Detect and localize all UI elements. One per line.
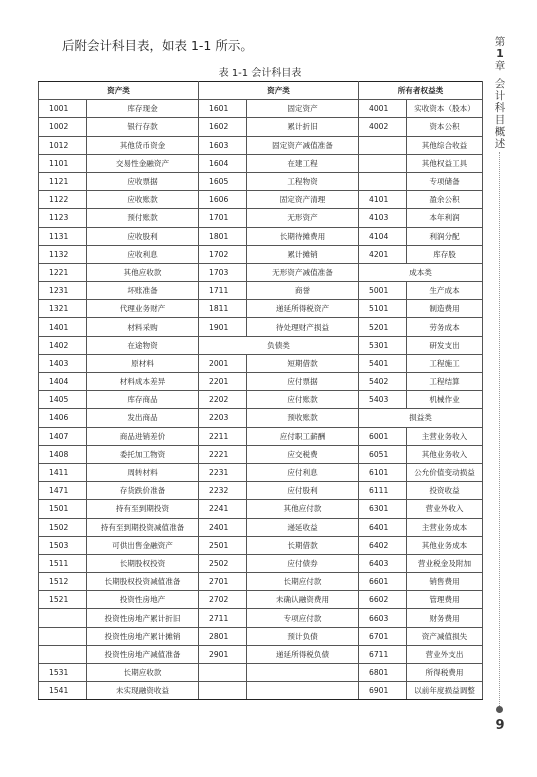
- account-name: 资本公积: [407, 118, 483, 136]
- account-code: 1123: [39, 209, 87, 227]
- account-name: 以前年度损益调整: [407, 682, 483, 700]
- account-code: 2202: [199, 391, 247, 409]
- account-code: 1606: [199, 191, 247, 209]
- account-code: 4103: [359, 209, 407, 227]
- account-name: 未确认融资费用: [247, 591, 359, 609]
- account-name: 预收账款: [247, 409, 359, 427]
- account-code: 6111: [359, 482, 407, 500]
- account-code: 1511: [39, 554, 87, 572]
- table-row: [39, 282, 483, 300]
- account-code: 1012: [39, 136, 87, 154]
- table-row: [39, 172, 483, 190]
- account-table: [38, 81, 483, 700]
- account-name: 坏账准备: [87, 282, 199, 300]
- account-name: [247, 664, 359, 682]
- sidebar-dot-icon: [496, 706, 503, 713]
- account-name: 财务费用: [407, 609, 483, 627]
- account-code: 1131: [39, 227, 87, 245]
- account-code: 1711: [199, 282, 247, 300]
- account-name: 其他权益工具: [407, 154, 483, 172]
- account-code: 1101: [39, 154, 87, 172]
- account-name: 持有至到期投资减值准备: [87, 518, 199, 536]
- account-code: [199, 682, 247, 700]
- account-code: 1602: [199, 118, 247, 136]
- account-code: 1407: [39, 427, 87, 445]
- account-code: 1531: [39, 664, 87, 682]
- account-name: 实收资本（股本）: [407, 100, 483, 118]
- account-name: 利润分配: [407, 227, 483, 245]
- table-row: [39, 191, 483, 209]
- account-name: 其他货币资金: [87, 136, 199, 154]
- account-name: 其他应付款: [247, 500, 359, 518]
- account-name: 专项储备: [407, 172, 483, 190]
- account-code: 2702: [199, 591, 247, 609]
- account-name: 营业外支出: [407, 645, 483, 663]
- account-code: 6603: [359, 609, 407, 627]
- account-code: 1901: [199, 318, 247, 336]
- category-subheader: 负债类: [199, 336, 359, 354]
- account-name: 预计负债: [247, 627, 359, 645]
- account-name: 库存商品: [87, 391, 199, 409]
- account-name: 机械作业: [407, 391, 483, 409]
- account-name: 短期借款: [247, 354, 359, 372]
- chapter-sidebar: [489, 36, 511, 150]
- table-row: [39, 263, 483, 281]
- table-row: [39, 245, 483, 263]
- account-name: 长期应收款: [87, 664, 199, 682]
- account-name: 累计摊销: [247, 245, 359, 263]
- table-row: [39, 645, 483, 663]
- account-name: 可供出售金融资产: [87, 536, 199, 554]
- table-row: [39, 609, 483, 627]
- account-name: 资产减值损失: [407, 627, 483, 645]
- account-name: 专项应付款: [247, 609, 359, 627]
- table-row: [39, 318, 483, 336]
- account-code: 1411: [39, 463, 87, 481]
- account-code: 1501: [39, 500, 87, 518]
- table-row: [39, 445, 483, 463]
- account-name: 其他业务收入: [407, 445, 483, 463]
- chapter-title-char: 计: [494, 90, 506, 102]
- chapter-prefix: 第: [494, 36, 506, 48]
- account-code: [359, 154, 407, 172]
- account-code: 1122: [39, 191, 87, 209]
- table-header-row: [39, 82, 483, 100]
- account-name: 原材料: [87, 354, 199, 372]
- account-code: 1801: [199, 227, 247, 245]
- table-row: [39, 154, 483, 172]
- page-number: 9: [495, 718, 505, 733]
- account-code: 1408: [39, 445, 87, 463]
- account-name: 长期待摊费用: [247, 227, 359, 245]
- account-name: 固定资产: [247, 100, 359, 118]
- chapter-number: 1: [496, 47, 504, 60]
- account-code: 2502: [199, 554, 247, 572]
- account-code: 1603: [199, 136, 247, 154]
- account-name: 管理费用: [407, 591, 483, 609]
- account-name: 应收股利: [87, 227, 199, 245]
- account-name: 材料采购: [87, 318, 199, 336]
- table-row: [39, 209, 483, 227]
- account-code: 1702: [199, 245, 247, 263]
- account-code: 6401: [359, 518, 407, 536]
- account-name: 递延所得税资产: [247, 300, 359, 318]
- account-code: 2221: [199, 445, 247, 463]
- account-code: 4104: [359, 227, 407, 245]
- account-name: 应收账款: [87, 191, 199, 209]
- account-code: 1121: [39, 172, 87, 190]
- account-code: 6601: [359, 573, 407, 591]
- table-row: [39, 354, 483, 372]
- account-name: 长期借款: [247, 536, 359, 554]
- account-code: 1403: [39, 354, 87, 372]
- account-name: 未实现融资收益: [87, 682, 199, 700]
- sidebar-divider: [499, 152, 500, 708]
- account-code: [199, 664, 247, 682]
- table-row: [39, 664, 483, 682]
- account-name: 代理业务财产: [87, 300, 199, 318]
- account-name: 盈余公积: [407, 191, 483, 209]
- account-name: 投资性房地产累计摊销: [87, 627, 199, 645]
- account-name: 银行存款: [87, 118, 199, 136]
- account-code: 1321: [39, 300, 87, 318]
- account-code: 1604: [199, 154, 247, 172]
- chapter-title-char: 会: [494, 78, 506, 90]
- account-name: 营业外收入: [407, 500, 483, 518]
- account-code: 1405: [39, 391, 87, 409]
- account-code: 6402: [359, 536, 407, 554]
- table-row: [39, 591, 483, 609]
- account-name: 长期应付款: [247, 573, 359, 591]
- account-name: 投资收益: [407, 482, 483, 500]
- account-code: 6701: [359, 627, 407, 645]
- account-name: 委托加工物资: [87, 445, 199, 463]
- account-name: 递延所得税负债: [247, 645, 359, 663]
- header-equity: 所有者权益类: [359, 82, 483, 100]
- account-code: [39, 609, 87, 627]
- account-name: [247, 682, 359, 700]
- account-code: 1601: [199, 100, 247, 118]
- account-name: 销售费用: [407, 573, 483, 591]
- account-code: 2201: [199, 373, 247, 391]
- account-name: 其他业务成本: [407, 536, 483, 554]
- account-name: 长期股权投资减值准备: [87, 573, 199, 591]
- account-name: 累计折旧: [247, 118, 359, 136]
- account-code: 2401: [199, 518, 247, 536]
- account-name: 库存现金: [87, 100, 199, 118]
- account-code: 1231: [39, 282, 87, 300]
- account-name: 所得税费用: [407, 664, 483, 682]
- account-name: 投资性房地产累计折旧: [87, 609, 199, 627]
- account-name: 制造费用: [407, 300, 483, 318]
- table-row: [39, 536, 483, 554]
- account-code: 1512: [39, 573, 87, 591]
- chapter-title-char: 述: [494, 138, 506, 150]
- account-name: 持有至到期投资: [87, 500, 199, 518]
- account-code: 6901: [359, 682, 407, 700]
- account-code: 6101: [359, 463, 407, 481]
- account-name: 工程物资: [247, 172, 359, 190]
- account-code: 4002: [359, 118, 407, 136]
- account-code: 2901: [199, 645, 247, 663]
- account-name: 长期股权投资: [87, 554, 199, 572]
- account-name: 材料成本差异: [87, 373, 199, 391]
- account-code: 1521: [39, 591, 87, 609]
- chapter-title: [495, 78, 506, 150]
- account-name: 投资性房地产: [87, 591, 199, 609]
- account-name: 应付票据: [247, 373, 359, 391]
- table-row: [39, 682, 483, 700]
- intro-text: 后附会计科目表，如表 1-1 所示。: [62, 38, 253, 53]
- account-name: 应交税费: [247, 445, 359, 463]
- account-code: 1503: [39, 536, 87, 554]
- account-name: 应付利息: [247, 463, 359, 481]
- table-row: [39, 118, 483, 136]
- account-name: 应付职工薪酬: [247, 427, 359, 445]
- account-name: 商品进销差价: [87, 427, 199, 445]
- account-name: 投资性房地产减值准备: [87, 645, 199, 663]
- table-row: [39, 463, 483, 481]
- account-code: 5001: [359, 282, 407, 300]
- account-name: 公允价值变动损益: [407, 463, 483, 481]
- account-code: 2232: [199, 482, 247, 500]
- account-name: 研发支出: [407, 336, 483, 354]
- chapter-title-char: 概: [494, 126, 506, 138]
- account-name: 营业税金及附加: [407, 554, 483, 572]
- account-name: 在建工程: [247, 154, 359, 172]
- account-code: 4001: [359, 100, 407, 118]
- account-name: 递延收益: [247, 518, 359, 536]
- account-code: 5201: [359, 318, 407, 336]
- account-name: 应收利息: [87, 245, 199, 263]
- account-name: 工程施工: [407, 354, 483, 372]
- account-code: 1703: [199, 263, 247, 281]
- account-code: 2801: [199, 627, 247, 645]
- table-row: [39, 554, 483, 572]
- account-name: 商誉: [247, 282, 359, 300]
- account-name: 其他综合收益: [407, 136, 483, 154]
- account-code: 2711: [199, 609, 247, 627]
- table-row: [39, 409, 483, 427]
- account-name: 生产成本: [407, 282, 483, 300]
- header-assets: 资产类: [39, 82, 199, 100]
- account-code: 5403: [359, 391, 407, 409]
- table-row: [39, 627, 483, 645]
- account-code: [39, 645, 87, 663]
- account-code: 1605: [199, 172, 247, 190]
- account-code: 6801: [359, 664, 407, 682]
- account-code: 6602: [359, 591, 407, 609]
- category-subheader: 损益类: [359, 409, 483, 427]
- account-code: [359, 172, 407, 190]
- account-name: 应收票据: [87, 172, 199, 190]
- table-row: [39, 427, 483, 445]
- account-name: 应付账款: [247, 391, 359, 409]
- account-code: 2231: [199, 463, 247, 481]
- account-name: 其他应收款: [87, 263, 199, 281]
- table-row: [39, 518, 483, 536]
- account-code: 6051: [359, 445, 407, 463]
- account-name: 应付债券: [247, 554, 359, 572]
- account-code: 1811: [199, 300, 247, 318]
- account-code: 1502: [39, 518, 87, 536]
- chapter-suffix: 章: [494, 60, 506, 72]
- account-name: 周转材料: [87, 463, 199, 481]
- account-code: 1001: [39, 100, 87, 118]
- account-code: 5101: [359, 300, 407, 318]
- account-code: 6711: [359, 645, 407, 663]
- account-name: 主营业务成本: [407, 518, 483, 536]
- account-name: 固定资产减值准备: [247, 136, 359, 154]
- account-code: 6001: [359, 427, 407, 445]
- table-row: [39, 573, 483, 591]
- account-name: 发出商品: [87, 409, 199, 427]
- account-code: 1406: [39, 409, 87, 427]
- account-code: 1701: [199, 209, 247, 227]
- account-code: 5401: [359, 354, 407, 372]
- account-name: 主营业务收入: [407, 427, 483, 445]
- table-row: [39, 500, 483, 518]
- account-name: 交易性金融资产: [87, 154, 199, 172]
- table-row: [39, 336, 483, 354]
- table-row: [39, 136, 483, 154]
- account-name: 本年利润: [407, 209, 483, 227]
- account-code: 1002: [39, 118, 87, 136]
- account-code: 1404: [39, 373, 87, 391]
- account-code: 1221: [39, 263, 87, 281]
- account-code: 1402: [39, 336, 87, 354]
- account-code: 1401: [39, 318, 87, 336]
- header-assets-2: 资产类: [199, 82, 359, 100]
- account-code: 6403: [359, 554, 407, 572]
- account-code: 2001: [199, 354, 247, 372]
- account-code: 4201: [359, 245, 407, 263]
- account-code: 1541: [39, 682, 87, 700]
- account-name: 在途物资: [87, 336, 199, 354]
- category-subheader: 成本类: [359, 263, 483, 281]
- table-row: [39, 391, 483, 409]
- account-code: 2211: [199, 427, 247, 445]
- account-code: 2241: [199, 500, 247, 518]
- account-name: 工程结算: [407, 373, 483, 391]
- account-code: 2501: [199, 536, 247, 554]
- table-row: [39, 100, 483, 118]
- chapter-title-char: 科: [494, 102, 506, 114]
- account-code: [39, 627, 87, 645]
- table-row: [39, 227, 483, 245]
- account-name: 劳务成本: [407, 318, 483, 336]
- account-name: 无形资产减值准备: [247, 263, 359, 281]
- account-code: 4101: [359, 191, 407, 209]
- account-code: 2701: [199, 573, 247, 591]
- account-name: 固定资产清理: [247, 191, 359, 209]
- table-row: [39, 482, 483, 500]
- account-code: 1471: [39, 482, 87, 500]
- account-code: 2203: [199, 409, 247, 427]
- table-row: [39, 373, 483, 391]
- table-row: [39, 300, 483, 318]
- account-code: 1132: [39, 245, 87, 263]
- account-name: 待处理财产损益: [247, 318, 359, 336]
- account-code: [359, 136, 407, 154]
- chapter-title-char: 目: [494, 114, 506, 126]
- account-code: 6301: [359, 500, 407, 518]
- account-name: 库存股: [407, 245, 483, 263]
- account-name: 应付股利: [247, 482, 359, 500]
- table-caption: 表 1-1 会计科目表: [218, 68, 302, 79]
- account-code: 5301: [359, 336, 407, 354]
- account-code: 5402: [359, 373, 407, 391]
- account-name: 预付账款: [87, 209, 199, 227]
- account-name: 无形资产: [247, 209, 359, 227]
- account-name: 存货跌价准备: [87, 482, 199, 500]
